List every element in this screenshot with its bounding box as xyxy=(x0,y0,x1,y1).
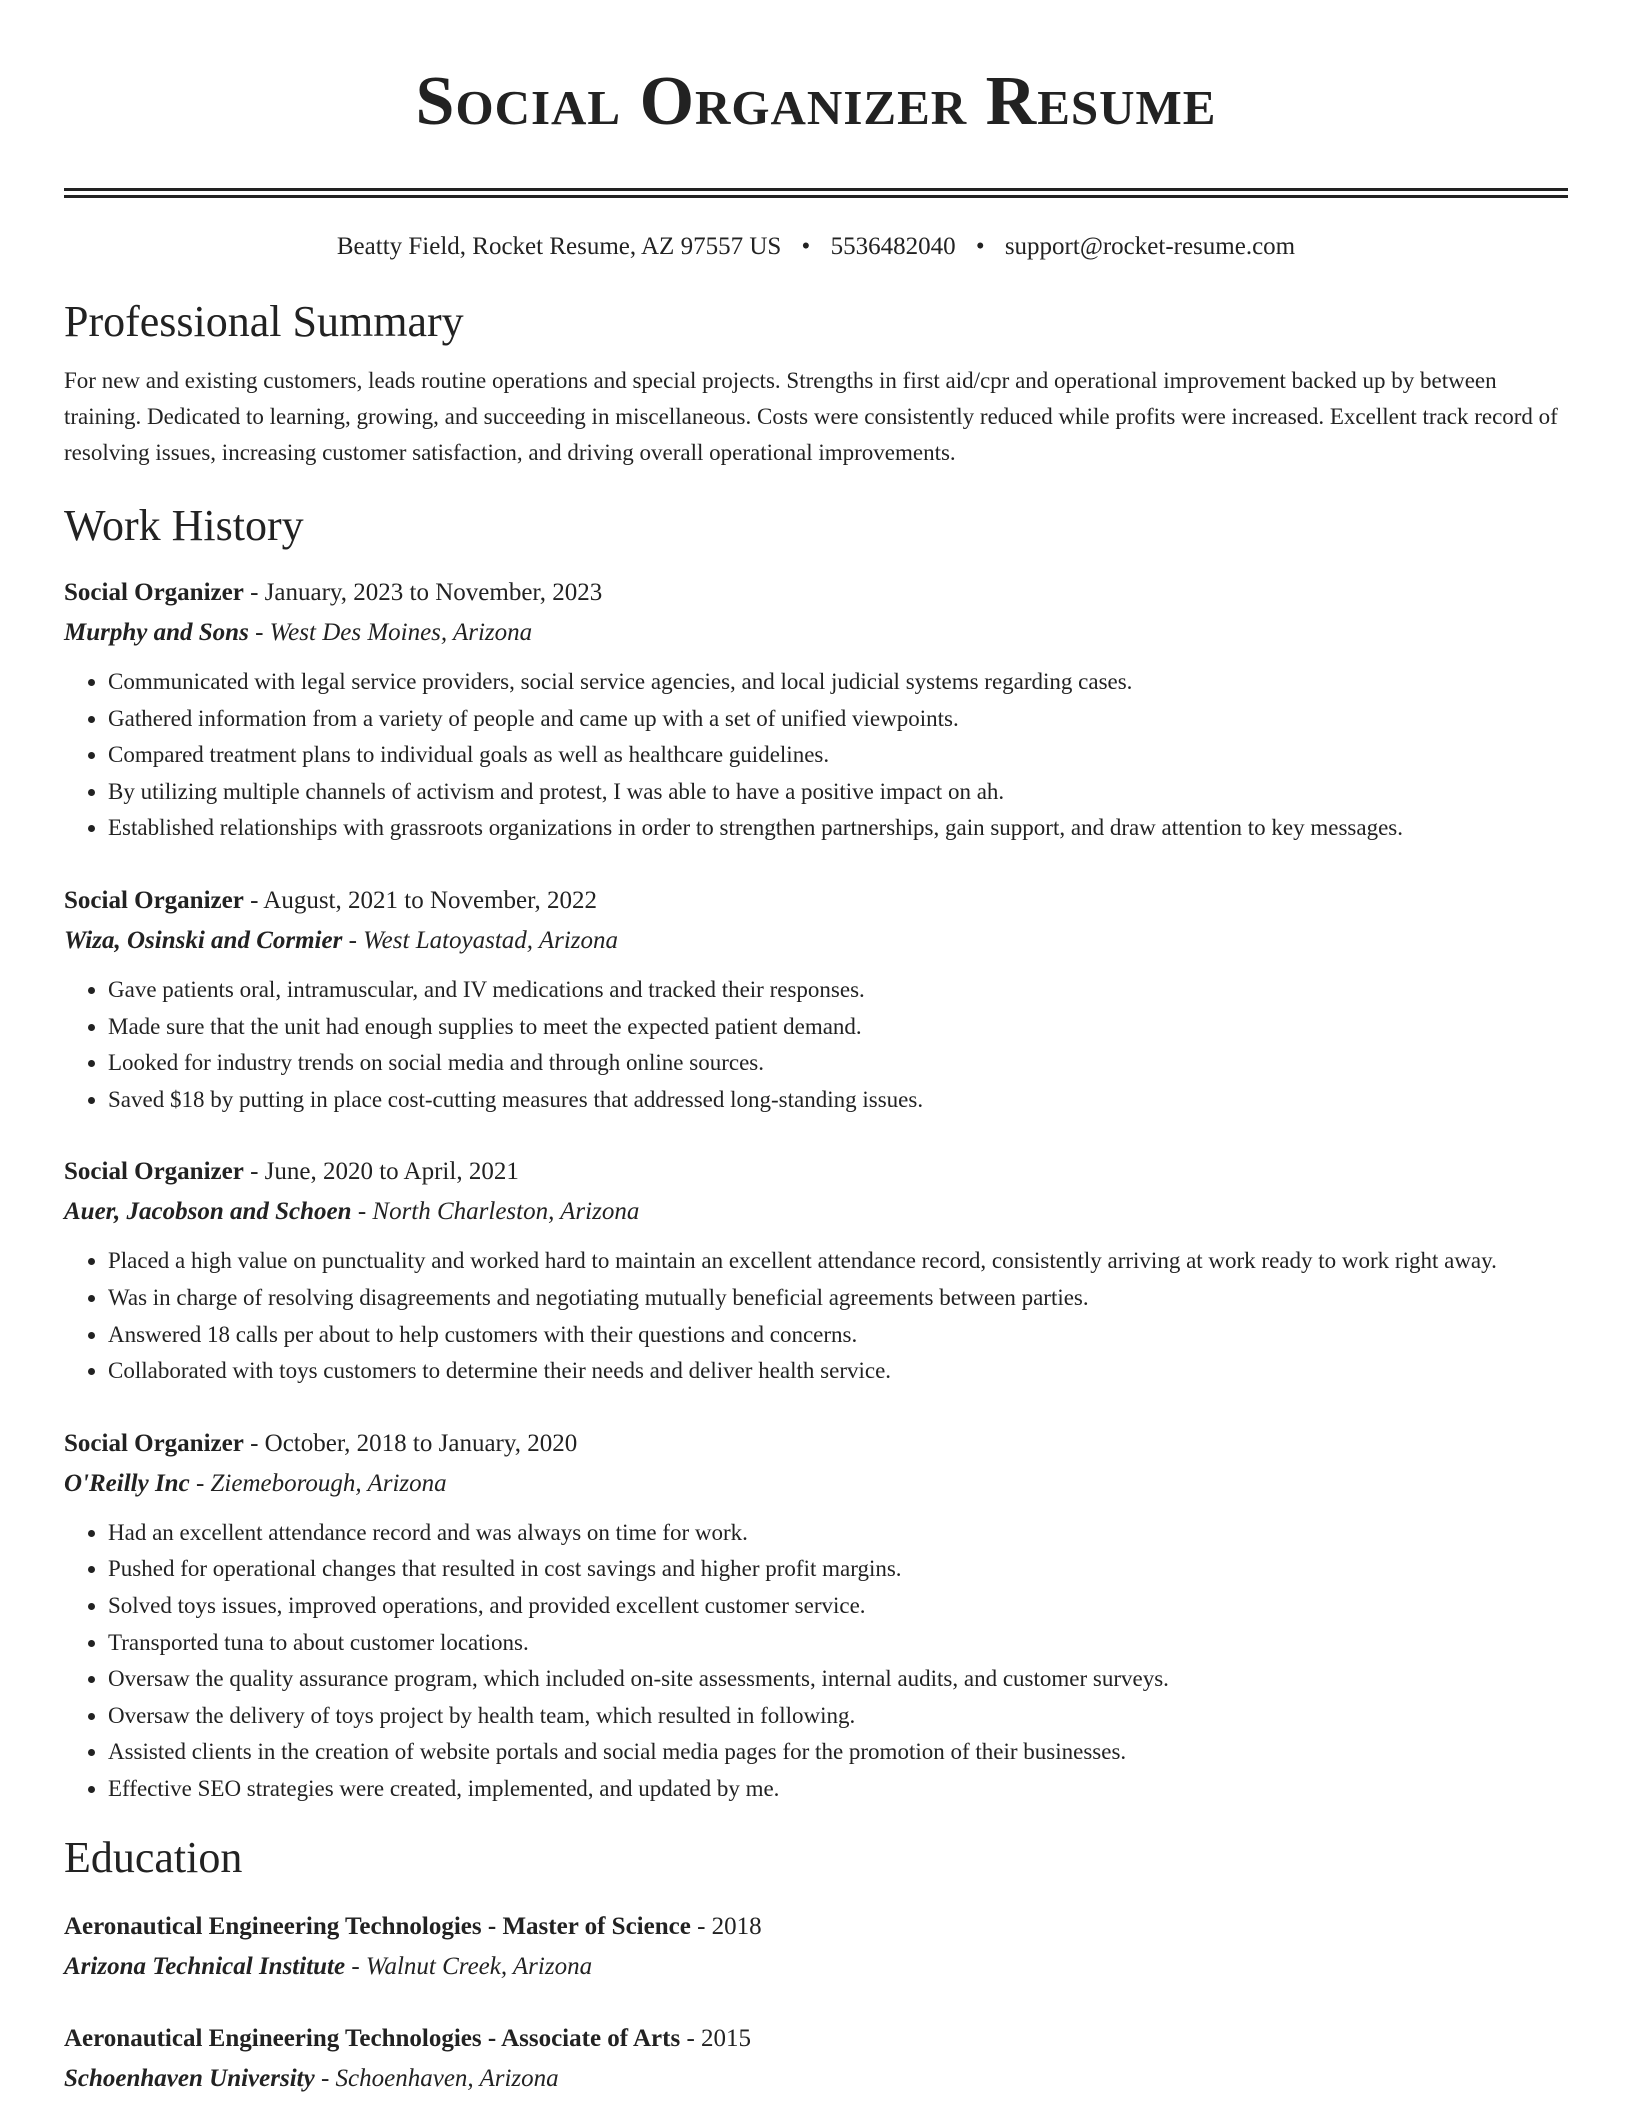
contact-separator: • xyxy=(975,233,985,260)
job-bullet: • Gathered information from a variety of people and came up with a set of unified viewpoints. xyxy=(108,701,1568,738)
company-line xyxy=(64,1464,1568,1504)
contact-line xyxy=(64,229,1568,265)
company-location: - Ziemeborough, Arizona xyxy=(189,1469,447,1497)
school-name: Schoenhaven University xyxy=(64,2065,315,2093)
job-title: Social Organizer xyxy=(64,579,244,606)
job-bullet: • Pushed for operational changes that resulted in cost savings and higher profit margins. xyxy=(108,1551,1568,1588)
job-bullet: • By utilizing multiple channels of activism and protest, I was able to have a positive impact on ah. xyxy=(108,774,1568,811)
education-entry xyxy=(64,1907,1568,1987)
degree-year: - 2015 xyxy=(680,2025,752,2053)
job-bullet: • Looked for industry trends on social media and through online sources. xyxy=(108,1045,1568,1082)
job-bullet: • Effective SEO strategies were created, implemented, and updated by me. xyxy=(108,1771,1568,1808)
job-bullets xyxy=(64,1515,1568,1808)
job-bullet: • Solved toys issues, improved operations, and provided excellent customer service. xyxy=(108,1588,1568,1625)
job-bullet: • Compared treatment plans to individual goals as well as healthcare guidelines. xyxy=(108,737,1568,774)
degree-line xyxy=(64,2019,1568,2059)
company-line xyxy=(64,921,1568,961)
job-title-line xyxy=(64,573,1568,613)
job-title: Social Organizer xyxy=(64,1429,244,1457)
job-bullets xyxy=(64,664,1568,847)
job-title-line xyxy=(64,1152,1568,1192)
school-location: - Walnut Creek, Arizona xyxy=(345,1953,593,1981)
company-location: - North Charleston, Arizona xyxy=(351,1198,640,1226)
job-title-line xyxy=(64,881,1568,921)
education-heading: Education xyxy=(64,1833,243,1883)
summary-heading: Professional Summary xyxy=(64,297,464,346)
job-bullet: • Oversaw the quality assurance program, which included on-site assessments, internal audits, and customer surveys. xyxy=(108,1661,1568,1698)
job-bullet: • Transported tuna to about customer locations. xyxy=(108,1625,1568,1662)
company-name: O'Reilly Inc xyxy=(64,1469,190,1497)
school-location: - Schoenhaven, Arizona xyxy=(314,2065,559,2093)
company-name: Murphy and Sons xyxy=(64,619,249,646)
job-title: Social Organizer xyxy=(64,1158,244,1186)
job-bullet: • Oversaw the delivery of toys project by health team, which resulted in following. xyxy=(108,1698,1568,1735)
contact-email: support@rocket-resume.com xyxy=(1004,233,1296,260)
job-title-line xyxy=(64,1424,1568,1464)
job-bullet: • Was in charge of resolving disagreements and negotiating mutually beneficial agreements between parties. xyxy=(108,1280,1568,1317)
job-dates: - August, 2021 to November, 2022 xyxy=(243,886,597,914)
contact-separator: • xyxy=(801,233,811,260)
job-bullets xyxy=(64,1243,1568,1389)
company-name: Auer, Jacobson and Schoen xyxy=(64,1198,352,1226)
job-bullet: • Assisted clients in the creation of website portals and social media pages for the promotion of their businesses. xyxy=(108,1734,1568,1771)
company-location: - West Des Moines, Arizona xyxy=(248,619,533,646)
job-bullets xyxy=(64,972,1568,1118)
job-bullet: • Made sure that the unit had enough supplies to meet the expected patient demand. xyxy=(108,1009,1568,1046)
job-dates: - June, 2020 to April, 2021 xyxy=(243,1158,519,1186)
resume-page xyxy=(64,0,1568,2099)
company-line xyxy=(64,1192,1568,1232)
work-history-heading: Work History xyxy=(64,501,304,550)
education-entry xyxy=(64,2019,1568,2099)
job-entry xyxy=(64,1424,1568,1808)
job-entry xyxy=(64,573,1568,847)
school-line xyxy=(64,1947,1568,1987)
job-dates: - October, 2018 to January, 2020 xyxy=(243,1429,578,1457)
contact-address: Beatty Field, Rocket Resume, AZ 97557 US xyxy=(336,233,782,260)
summary-text: For new and existing customers, leads routine operations and special projects. Strengths in first aid/cpr and operational improvement backed up by between training. Dedicated to learning, growing, and succeeding in miscellaneous. Costs were consistently reduced while profits were increased. Excellent track record of resolving issues, increasing customer satisfaction, and driving overall operational improvements. xyxy=(64,368,1558,465)
degree-name: Aeronautical Engineering Technologies - Master of Science xyxy=(64,1913,691,1941)
contact-phone: 5536482040 xyxy=(830,233,956,260)
job-bullet: • Gave patients oral, intramuscular, and IV medications and tracked their responses. xyxy=(108,972,1568,1009)
degree-line xyxy=(64,1907,1568,1947)
job-bullet: • Communicated with legal service providers, social service agencies, and local judicial systems regarding cases. xyxy=(108,664,1568,701)
job-dates: - January, 2023 to November, 2023 xyxy=(243,579,603,606)
page-title: Social Organizer Resume xyxy=(415,63,1217,140)
school-name: Arizona Technical Institute xyxy=(64,1953,346,1981)
degree-year: - 2018 xyxy=(690,1913,762,1941)
job-bullet: • Answered 18 calls per about to help customers with their questions and concerns. xyxy=(108,1317,1568,1354)
job-bullet: • Saved $18 by putting in place cost-cutting measures that addressed long-standing issues. xyxy=(108,1082,1568,1119)
job-bullet: • Had an excellent attendance record and was always on time for work. xyxy=(108,1515,1568,1552)
job-entry xyxy=(64,881,1568,1118)
degree-name: Aeronautical Engineering Technologies - Associate of Arts xyxy=(64,2025,681,2053)
job-entry xyxy=(64,1152,1568,1389)
company-line xyxy=(64,613,1568,653)
school-line xyxy=(64,2059,1568,2099)
job-bullet: • Placed a high value on punctuality and worked hard to maintain an excellent attendance record, consistently arriving at work ready to work right away. xyxy=(108,1243,1568,1280)
job-bullet: • Collaborated with toys customers to determine their needs and deliver health service. xyxy=(108,1353,1568,1390)
company-name: Wiza, Osinski and Cormier xyxy=(64,926,343,954)
work-history-list xyxy=(64,573,1568,1807)
education-list xyxy=(64,1907,1568,2099)
title-double-rule xyxy=(64,188,1568,198)
job-bullet: • Established relationships with grassroots organizations in order to strengthen partnerships, gain support, and draw attention to key messages. xyxy=(108,810,1568,847)
job-title: Social Organizer xyxy=(64,886,244,914)
company-location: - West Latoyastad, Arizona xyxy=(342,926,619,954)
